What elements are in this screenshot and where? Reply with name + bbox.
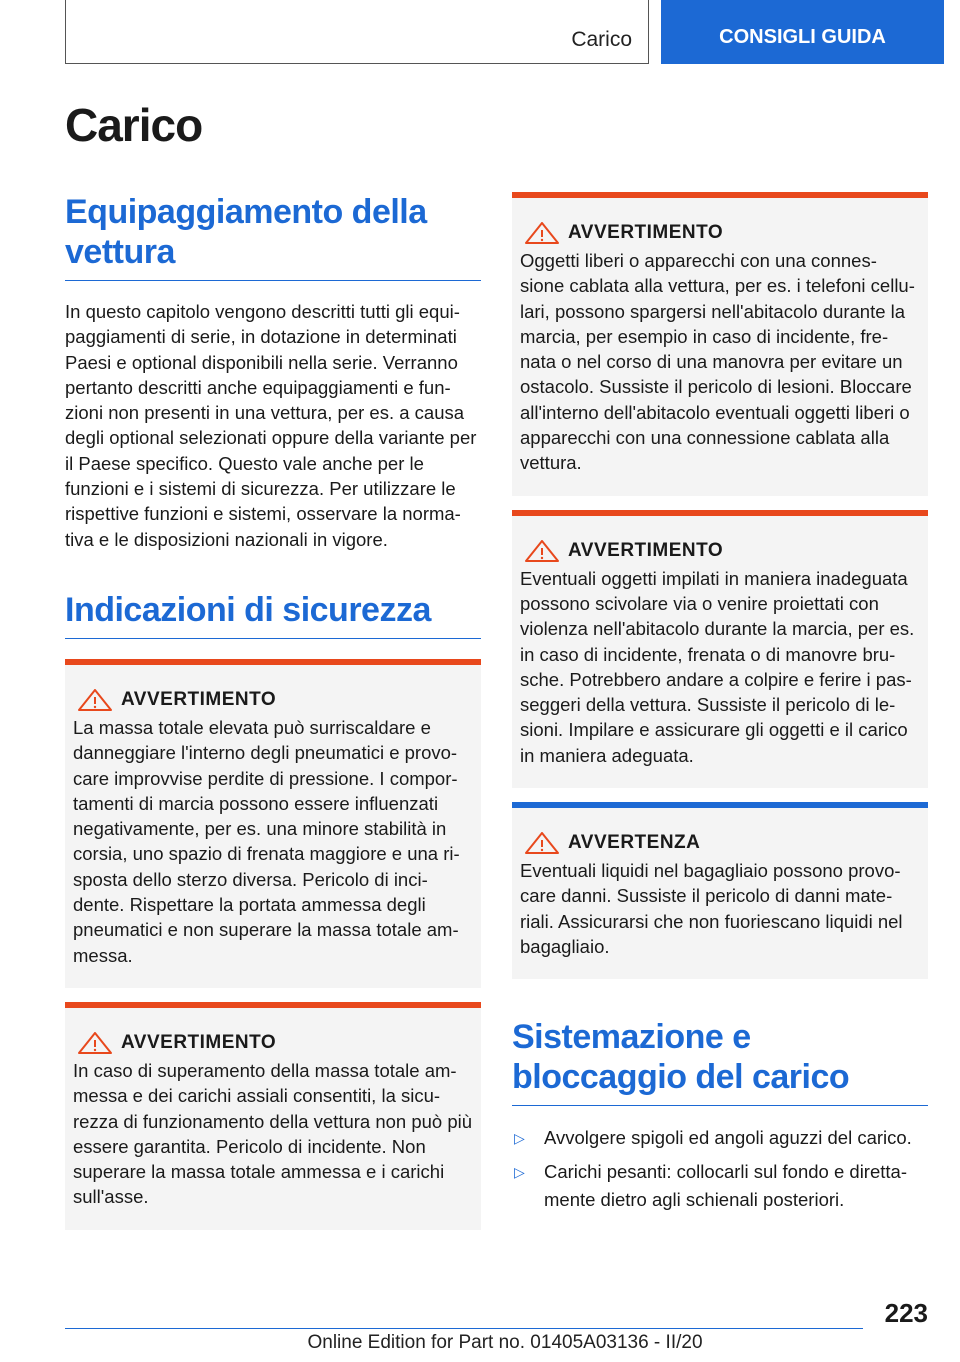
equipment-heading: Equipaggiamento della vettura bbox=[65, 192, 481, 281]
stowing-list bbox=[512, 1124, 928, 1214]
header-frame bbox=[65, 0, 649, 64]
header-chapter-tab[interactable]: CONSIGLI GUIDA bbox=[661, 0, 944, 64]
warning-triangle-icon bbox=[524, 832, 560, 854]
list-item-text: Avvolgere spigoli ed angoli aguzzi del carico. bbox=[544, 1127, 912, 1149]
warning-box bbox=[65, 659, 481, 988]
page-number: 223 bbox=[884, 1298, 928, 1328]
right-column bbox=[512, 192, 928, 1220]
warning-triangle-icon bbox=[524, 222, 560, 244]
warning-triangle-icon bbox=[77, 689, 113, 711]
warning-text: Eventuali oggetti impilati in maniera inadeguata possono scivolare via o venire proiettati con violenza nell'abitacolo durante la marcia, per es. in caso di incidente, frenata o di manovre bru-sche. Potrebbero andare a colpire e ferire i pas-seggeri della vettura. Sussiste il pericolo di le-sioni. Impilare e assicurare gli oggetti e il carico in maniera adeguata. bbox=[520, 567, 915, 766]
warning-text: Oggetti liberi o apparecchi con una connes-sione cablata alla vettura, per es. i telefoni cellu-lari, possono spargersi nell'abitacolo durante la marcia, per esempio in caso di incidente, fre-nata o nel corso di una manovra per evitare un ostacolo. Sussiste il pericolo di lesioni. Bloccare all'interno dell'abitacolo eventuali oggetti liberi o apparecchi con una connessione cablata alla vettura. bbox=[520, 250, 915, 474]
equipment-text: In questo capitolo vengono descritti tutti gli equi-paggiamenti di serie, in dotazione in determinati Paesi e optional disponibili nella serie. Verranno pertanto descritti anche equipaggiamenti e fun-zioni non presenti in una vettura, per es. a causa degli optional selezionati oppure della variante per il Paese specifico. Questo vale anche per le funzioni e i sistemi di sicurezza. Per utilizzare le rispettive funzioni e sistemi, osservare la norma-tiva e le disposizioni nazionali in vigore. bbox=[65, 301, 477, 550]
notice-text: Eventuali liquidi nel bagagliaio possono provo-care danni. Sussiste il pericolo di danni mate-riali. Assicurarsi che non fuoriescano liquidi nel bagagliaio. bbox=[520, 860, 903, 957]
warning-title: AVVERTIMENTO bbox=[568, 222, 724, 243]
warning-box bbox=[65, 1002, 481, 1230]
list-item bbox=[512, 1158, 928, 1214]
warning-text: La massa totale elevata può surriscaldare e danneggiare l'interno degli pneumatici e provo-care improvvise perdite di pressione. I compor-tamenti di marcia possono essere influenzati negativamente, per es. una minore stabilità in corsia, uno spazio di frenata maggiore e una ri-sposta dello sterzo diversa. Pericolo di inci-dente. Rispettare la portata ammessa degli pneumatici e non superare la massa totale am-messa. bbox=[73, 716, 460, 966]
footer-divider bbox=[65, 1328, 863, 1329]
list-item-text: Carichi pesanti: collocarli sul fondo e diretta-mente dietro agli schienali posteriori. bbox=[544, 1161, 907, 1211]
warning-title: AVVERTIMENTO bbox=[121, 688, 277, 710]
warning-text: In caso di superamento della massa totale am-messa e dei carichi assiali consentiti, la sicu-rezza di funzionamento della vettura non può più essere garantita. Pericolo di incidente. Non superare la massa totale ammessa e i carichi sull'asse. bbox=[73, 1059, 473, 1208]
page-title: Carico bbox=[65, 99, 203, 151]
warning-box bbox=[512, 510, 928, 788]
safety-heading: Indicazioni di sicurezza bbox=[65, 590, 481, 639]
notice-box bbox=[512, 802, 928, 979]
warning-triangle-icon bbox=[524, 540, 560, 562]
footer-edition: Online Edition for Part no. 01405A03136 - II/20 bbox=[307, 1332, 703, 1353]
warning-box bbox=[512, 192, 928, 496]
header-section-title: Carico bbox=[571, 28, 632, 51]
list-item bbox=[512, 1124, 928, 1152]
warning-title: AVVERTIMENTO bbox=[121, 1031, 277, 1053]
warning-title: AVVERTIMENTO bbox=[568, 539, 724, 561]
left-column bbox=[65, 192, 481, 1230]
triangle-bullet-icon: ▷ bbox=[514, 1164, 525, 1181]
warning-triangle-icon bbox=[77, 1032, 113, 1054]
notice-title: AVVERTENZA bbox=[568, 832, 701, 854]
triangle-bullet-icon: ▷ bbox=[514, 1130, 525, 1147]
stowing-heading: Sistemazione e bloccaggio del carico bbox=[512, 1017, 928, 1106]
